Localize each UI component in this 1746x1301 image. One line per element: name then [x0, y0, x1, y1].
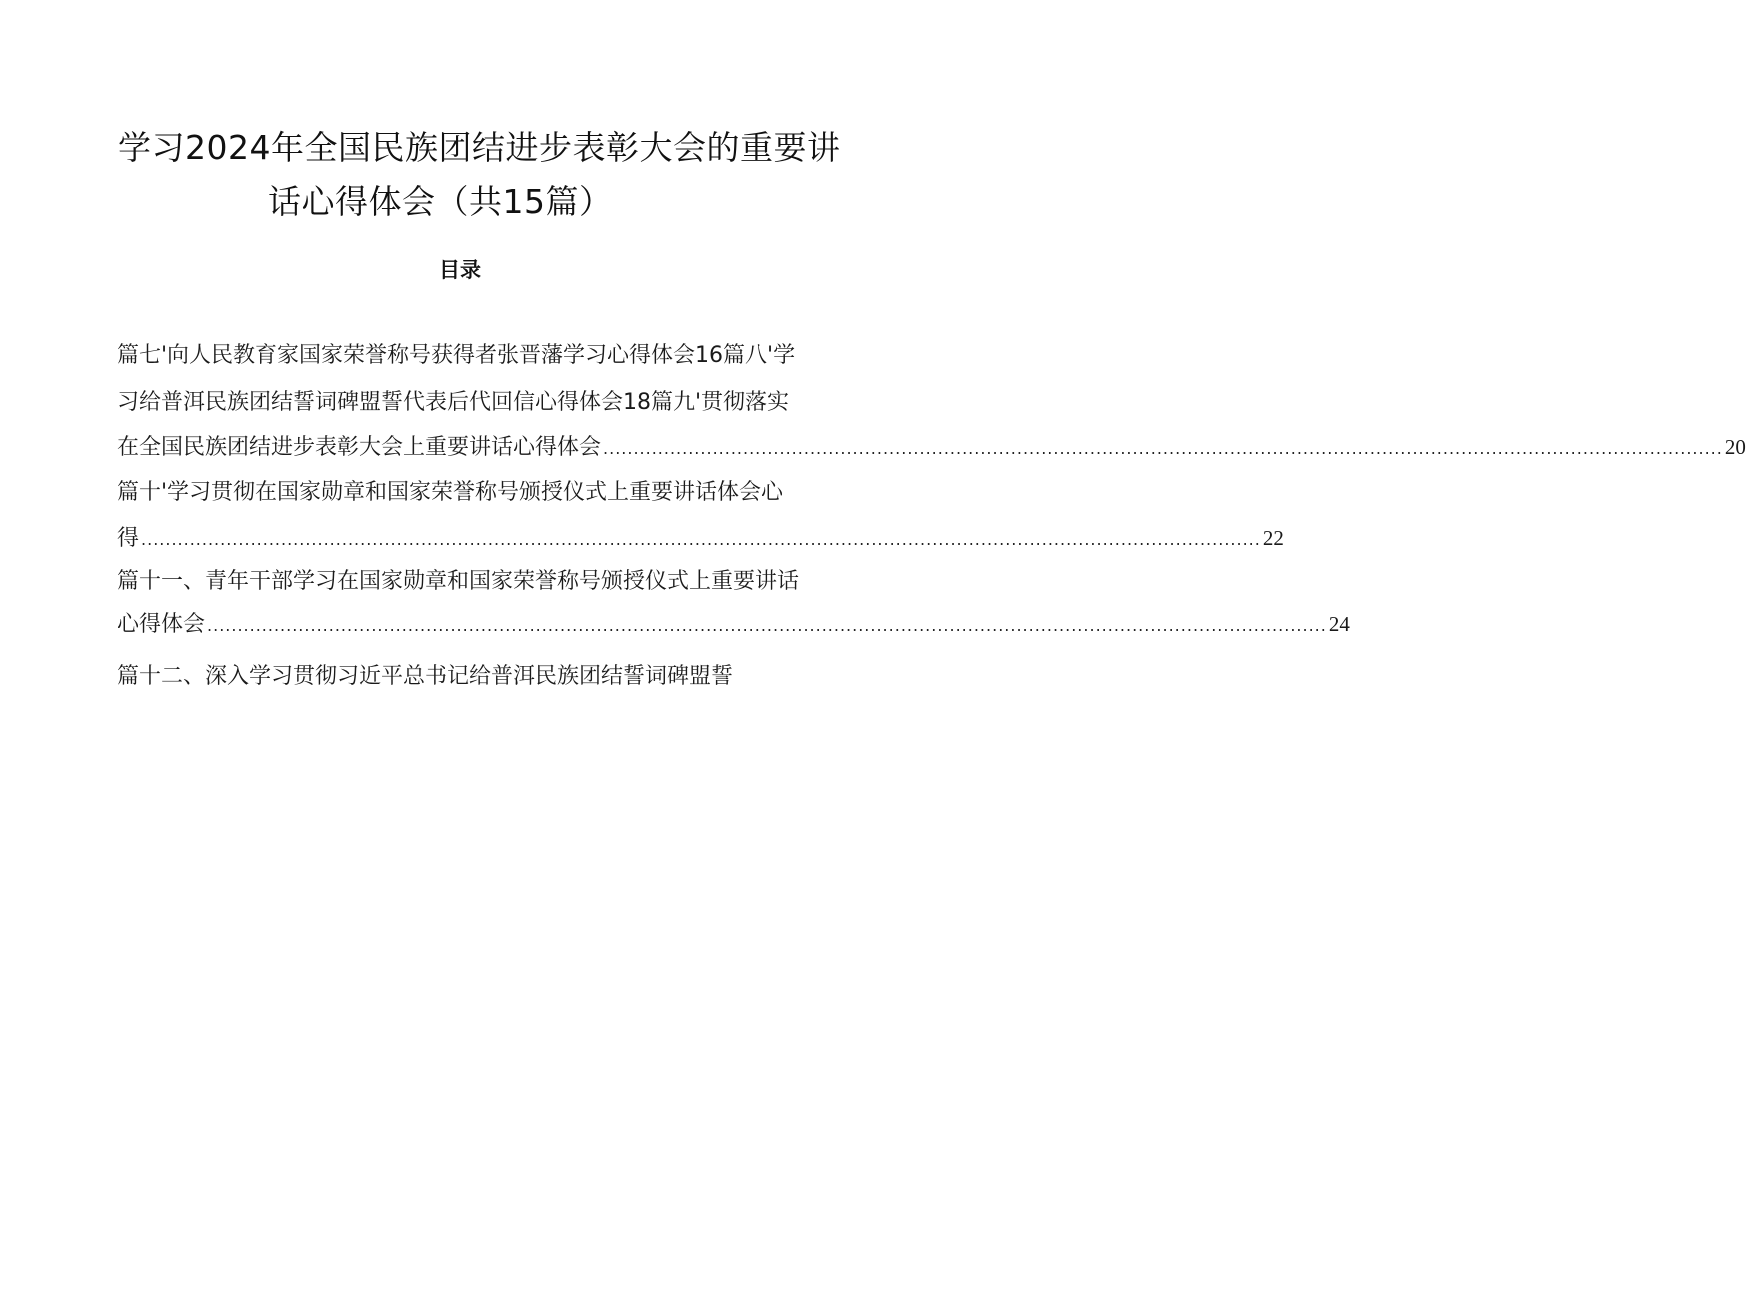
toc-line[interactable] [117, 475, 825, 511]
toc-entry-text: 心得体会 [117, 612, 206, 637]
toc-entry-text: 在全国民族团结进步表彰大会上重要讲话心得体会 [117, 435, 602, 460]
toc-page-number: 22 [1262, 526, 1284, 550]
toc-entry-text: 篇十二、深入学习贯彻习近平总书记给普洱民族团结誓词碑盟誓 [117, 664, 734, 689]
document-title-line-2: 话心得体会（共15篇） [268, 182, 613, 221]
toc-line[interactable] [117, 338, 825, 374]
toc-line[interactable] [117, 564, 825, 600]
toc-entry-text: 习给普洱民族团结誓词碑盟誓代表后代回信心得体会18篇九'贯彻落实 [117, 390, 790, 415]
toc-entry-text: 篇十一、青年干部学习在国家勋章和国家荣誉称号颁授仪式上重要讲话 [117, 569, 800, 594]
toc-heading: 目录 [439, 258, 481, 282]
toc-line[interactable] [117, 520, 1284, 556]
toc-leader-dots: ........................................................................................................................................................................................ [141, 530, 1261, 549]
toc-line[interactable] [117, 659, 825, 695]
toc-entry-text: 得 [117, 526, 140, 551]
toc-page-number: 20 [1724, 435, 1746, 459]
toc-page-number: 24 [1328, 612, 1350, 636]
toc-entry-text: 篇七'向人民教育家国家荣誉称号获得者张晋藩学习心得体会16篇八'学 [117, 343, 796, 368]
toc-leader-dots: ........................................................................................................................................................................................ [207, 616, 1327, 635]
toc-line[interactable] [117, 606, 1350, 642]
toc-entry-text: 篇十'学习贯彻在国家勋章和国家荣誉称号颁授仪式上重要讲话体会心 [117, 480, 784, 505]
toc-line[interactable] [117, 429, 1746, 465]
toc-line[interactable] [117, 385, 825, 421]
toc-leader-dots: ........................................................................................................................................................................................ [603, 439, 1723, 458]
document-title-line-1: 学习2024年全国民族团结进步表彰大会的重要讲 [118, 128, 841, 167]
